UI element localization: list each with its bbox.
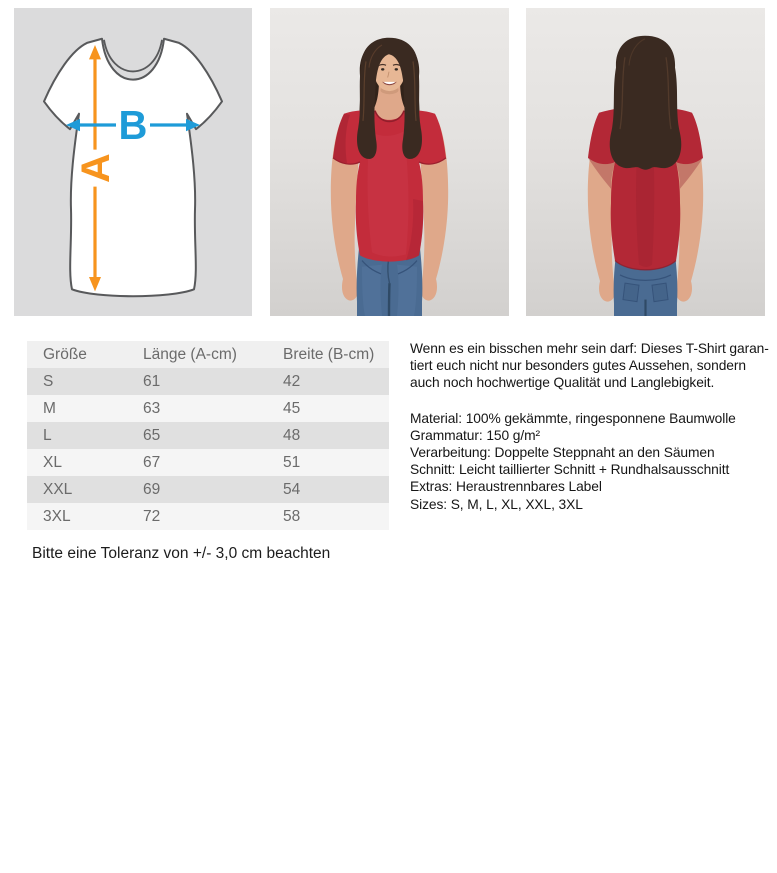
tolerance-note: Bitte eine Toleranz von +/- 3,0 cm beachten: [32, 545, 331, 562]
size-table: [27, 341, 389, 530]
tshirt-outline: [44, 39, 222, 296]
model-front-photo[interactable]: [270, 8, 509, 316]
length-cell: 61: [143, 372, 161, 390]
column-header-width: Breite (B-cm): [283, 345, 375, 363]
tshirt-measurement-diagram: [14, 8, 252, 316]
spec-line-cut: Schnitt: Leicht taillierter Schnitt + Rundhalsausschnitt: [410, 462, 730, 478]
length-cell: 69: [143, 480, 161, 498]
description-line: tiert euch nicht nur besonders gutes Aussehen, sondern: [410, 358, 746, 374]
hair-back-view: [610, 36, 682, 170]
spec-line-extras: Extras: Heraustrennbares Label: [410, 479, 602, 495]
width-cell: 42: [283, 372, 301, 390]
description-line: Wenn es ein bisschen mehr sein darf: Dieses T-Shirt garan-: [410, 341, 769, 356]
description-specs: [410, 410, 774, 513]
spec-line-material: Material: 100% gekämmte, ringesponnene Baumwolle: [410, 410, 736, 426]
spec-line-workmanship: Verarbeitung: Doppelte Steppnaht an den Säumen: [410, 445, 715, 461]
table-row: [27, 476, 389, 503]
collar-inner-line: [104, 40, 162, 72]
length-label-a: A: [72, 153, 118, 183]
table-row: [27, 449, 389, 476]
model-front-illustration: [270, 8, 509, 316]
size-cell: 3XL: [43, 507, 71, 525]
table-row: [27, 368, 389, 395]
model-back-photo[interactable]: [526, 8, 765, 316]
length-cell: 65: [143, 426, 161, 444]
length-cell: 63: [143, 399, 161, 417]
table-row: [27, 422, 389, 449]
width-cell: 54: [283, 480, 301, 498]
size-cell: L: [43, 426, 52, 444]
size-cell: M: [43, 399, 56, 417]
table-row: [27, 503, 389, 530]
model-back-illustration: [526, 8, 765, 316]
width-cell: 51: [283, 453, 301, 471]
size-diagram-panel[interactable]: [14, 8, 252, 316]
width-cell: 45: [283, 399, 301, 417]
size-cell: XL: [43, 453, 62, 471]
product-description: [410, 340, 774, 513]
column-header-size: Größe: [43, 345, 87, 363]
spec-line-sizes: Sizes: S, M, L, XL, XXL, 3XL: [410, 496, 583, 512]
size-cell: XXL: [43, 480, 73, 498]
description-intro: [410, 340, 774, 392]
length-cell: 67: [143, 453, 161, 471]
width-cell: 48: [283, 426, 301, 444]
table-row: [27, 395, 389, 422]
length-cell: 72: [143, 507, 161, 525]
width-label-b: B: [118, 101, 148, 149]
spec-line-grammage: Grammatur: 150 g/m²: [410, 427, 540, 443]
size-cell: S: [43, 372, 54, 390]
width-cell: 58: [283, 507, 301, 525]
size-table-header-row: [27, 341, 389, 368]
description-line: auch noch hochwertige Qualität und Langlebigkeit.: [410, 375, 715, 391]
column-header-length: Länge (A-cm): [143, 345, 237, 363]
